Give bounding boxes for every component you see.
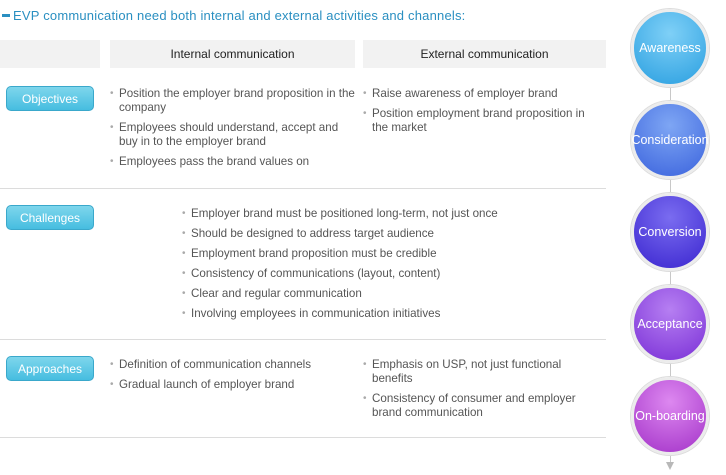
list-item: • Involving employees in communication initiatives bbox=[182, 307, 602, 321]
header-blank-cell bbox=[0, 40, 100, 68]
stage-conversion bbox=[631, 193, 709, 271]
objectives-external-list bbox=[363, 87, 603, 141]
header-external: External communication bbox=[363, 40, 606, 68]
stage-label: Conversion bbox=[638, 225, 702, 239]
stage-acceptance bbox=[631, 285, 709, 363]
stage-onboarding bbox=[631, 377, 709, 455]
stage-consideration bbox=[631, 101, 709, 179]
row-divider bbox=[0, 437, 606, 438]
list-item: • Gradual launch of employer brand bbox=[110, 378, 355, 392]
list-item: • Raise awareness of employer brand bbox=[363, 87, 603, 101]
list-item: • Position employment brand proposition in the market bbox=[363, 107, 603, 135]
challenges-list bbox=[182, 207, 602, 327]
list-item: • Definition of communication channels bbox=[110, 358, 355, 372]
list-item: • Position the employer brand proposition in the company bbox=[110, 87, 355, 115]
list-item: • Employment brand proposition must be credible bbox=[182, 247, 602, 261]
arrow-down-icon bbox=[666, 462, 674, 470]
row-divider bbox=[0, 188, 606, 189]
list-item: • Consistency of communications (layout, content) bbox=[182, 267, 602, 281]
row-divider bbox=[0, 339, 606, 340]
header-internal: Internal communication bbox=[110, 40, 355, 68]
list-item: • Clear and regular communication bbox=[182, 287, 602, 301]
list-item: • Emphasis on USP, not just functional benefits bbox=[363, 358, 603, 386]
title-dash-icon bbox=[2, 14, 10, 17]
page-title bbox=[2, 8, 466, 23]
stage-label: On-boarding bbox=[635, 409, 705, 423]
challenges-label: Challenges bbox=[6, 205, 94, 230]
objectives-label: Objectives bbox=[6, 86, 94, 111]
list-item: • Employer brand must be positioned long-term, not just once bbox=[182, 207, 602, 221]
approaches-external-list bbox=[363, 358, 603, 426]
approaches-internal-list bbox=[110, 358, 355, 398]
list-item: • Consistency of consumer and employer brand communication bbox=[363, 392, 603, 420]
objectives-internal-list bbox=[110, 87, 355, 175]
list-item: • Should be designed to address target audience bbox=[182, 227, 602, 241]
stage-awareness bbox=[631, 9, 709, 87]
title-text: EVP communication need both internal and external activities and channels: bbox=[13, 8, 466, 23]
list-item: • Employees should understand, accept and buy in to the employer brand bbox=[110, 121, 355, 149]
list-item: • Employees pass the brand values on bbox=[110, 155, 355, 169]
stage-label: Awareness bbox=[639, 41, 701, 55]
stage-label: Consideration bbox=[631, 133, 709, 147]
stage-label: Acceptance bbox=[637, 317, 703, 331]
approaches-label: Approaches bbox=[6, 356, 94, 381]
